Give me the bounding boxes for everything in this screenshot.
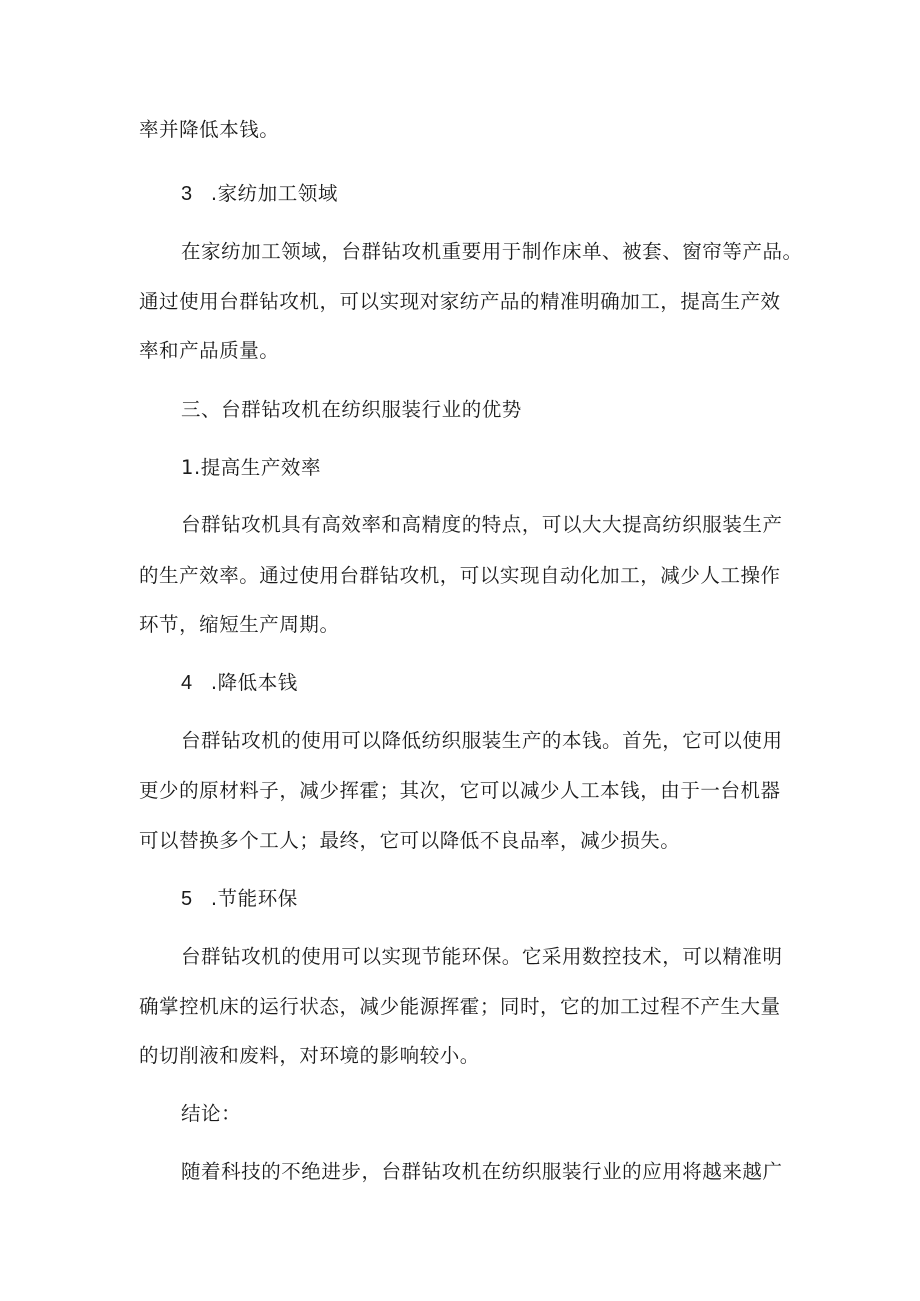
paragraph-line: 率和产品质量。 bbox=[139, 339, 280, 362]
paragraph-line: 台群钻攻机的使用可以降低纺织服装生产的本钱。首先，它可以使用 bbox=[181, 729, 783, 752]
paragraph-line: 台群钻攻机的使用可以实现节能环保。它采用数控技术，可以精准明 bbox=[181, 945, 783, 968]
chapter-heading-advantages: 三、台群钻攻机在纺织服装行业的优势 bbox=[181, 398, 522, 421]
paragraph-line: 率并降低本钱。 bbox=[139, 118, 280, 141]
section-number: 4 bbox=[181, 672, 193, 694]
paragraph-line: 可以替换多个工人；最终，它可以降低不良品率，减少损失。 bbox=[139, 829, 681, 852]
paragraph-line: 环节，缩短生产周期。 bbox=[139, 613, 340, 636]
paragraph-line: 通过使用台群钻攻机，可以实现对家纺产品的精准明确加工，提高生产效 bbox=[139, 290, 781, 313]
section-number: 3 bbox=[181, 183, 193, 205]
section-title: .降低本钱 bbox=[210, 671, 298, 694]
paragraph-line: 的切削液和废料，对环境的影响较小。 bbox=[139, 1044, 480, 1067]
section-heading-energy bbox=[181, 886, 298, 912]
paragraph-line: 在家纺加工领域，台群钻攻机重要用于制作床单、被套、窗帘等产品。 bbox=[181, 240, 803, 263]
section-title: .家纺加工领域 bbox=[210, 182, 338, 205]
paragraph-line: 的生产效率。通过使用台群钻攻机，可以实现自动化加工，减少人工操作 bbox=[139, 564, 781, 587]
section-heading-cost bbox=[181, 670, 298, 696]
section-title: .节能环保 bbox=[210, 887, 298, 910]
paragraph-line: 确掌控机床的运行状态，减少能源挥霍；同时，它的加工过程不产生大量 bbox=[139, 995, 781, 1018]
paragraph-line: 台群钻攻机具有高效率和高精度的特点，可以大大提高纺织服装生产 bbox=[181, 513, 783, 536]
paragraph-line: 更少的原材料子，减少挥霍；其次，它可以减少人工本钱，由于一台机器 bbox=[139, 779, 781, 802]
paragraph-line: 随着科技的不绝进步，台群钻攻机在纺织服装行业的应用将越来越广 bbox=[181, 1160, 783, 1183]
section-heading-home-textile bbox=[181, 181, 338, 207]
section-number: 5 bbox=[181, 888, 193, 910]
conclusion-heading: 结论： bbox=[181, 1102, 242, 1125]
section-heading-efficiency: 1.提高生产效率 bbox=[181, 456, 322, 479]
